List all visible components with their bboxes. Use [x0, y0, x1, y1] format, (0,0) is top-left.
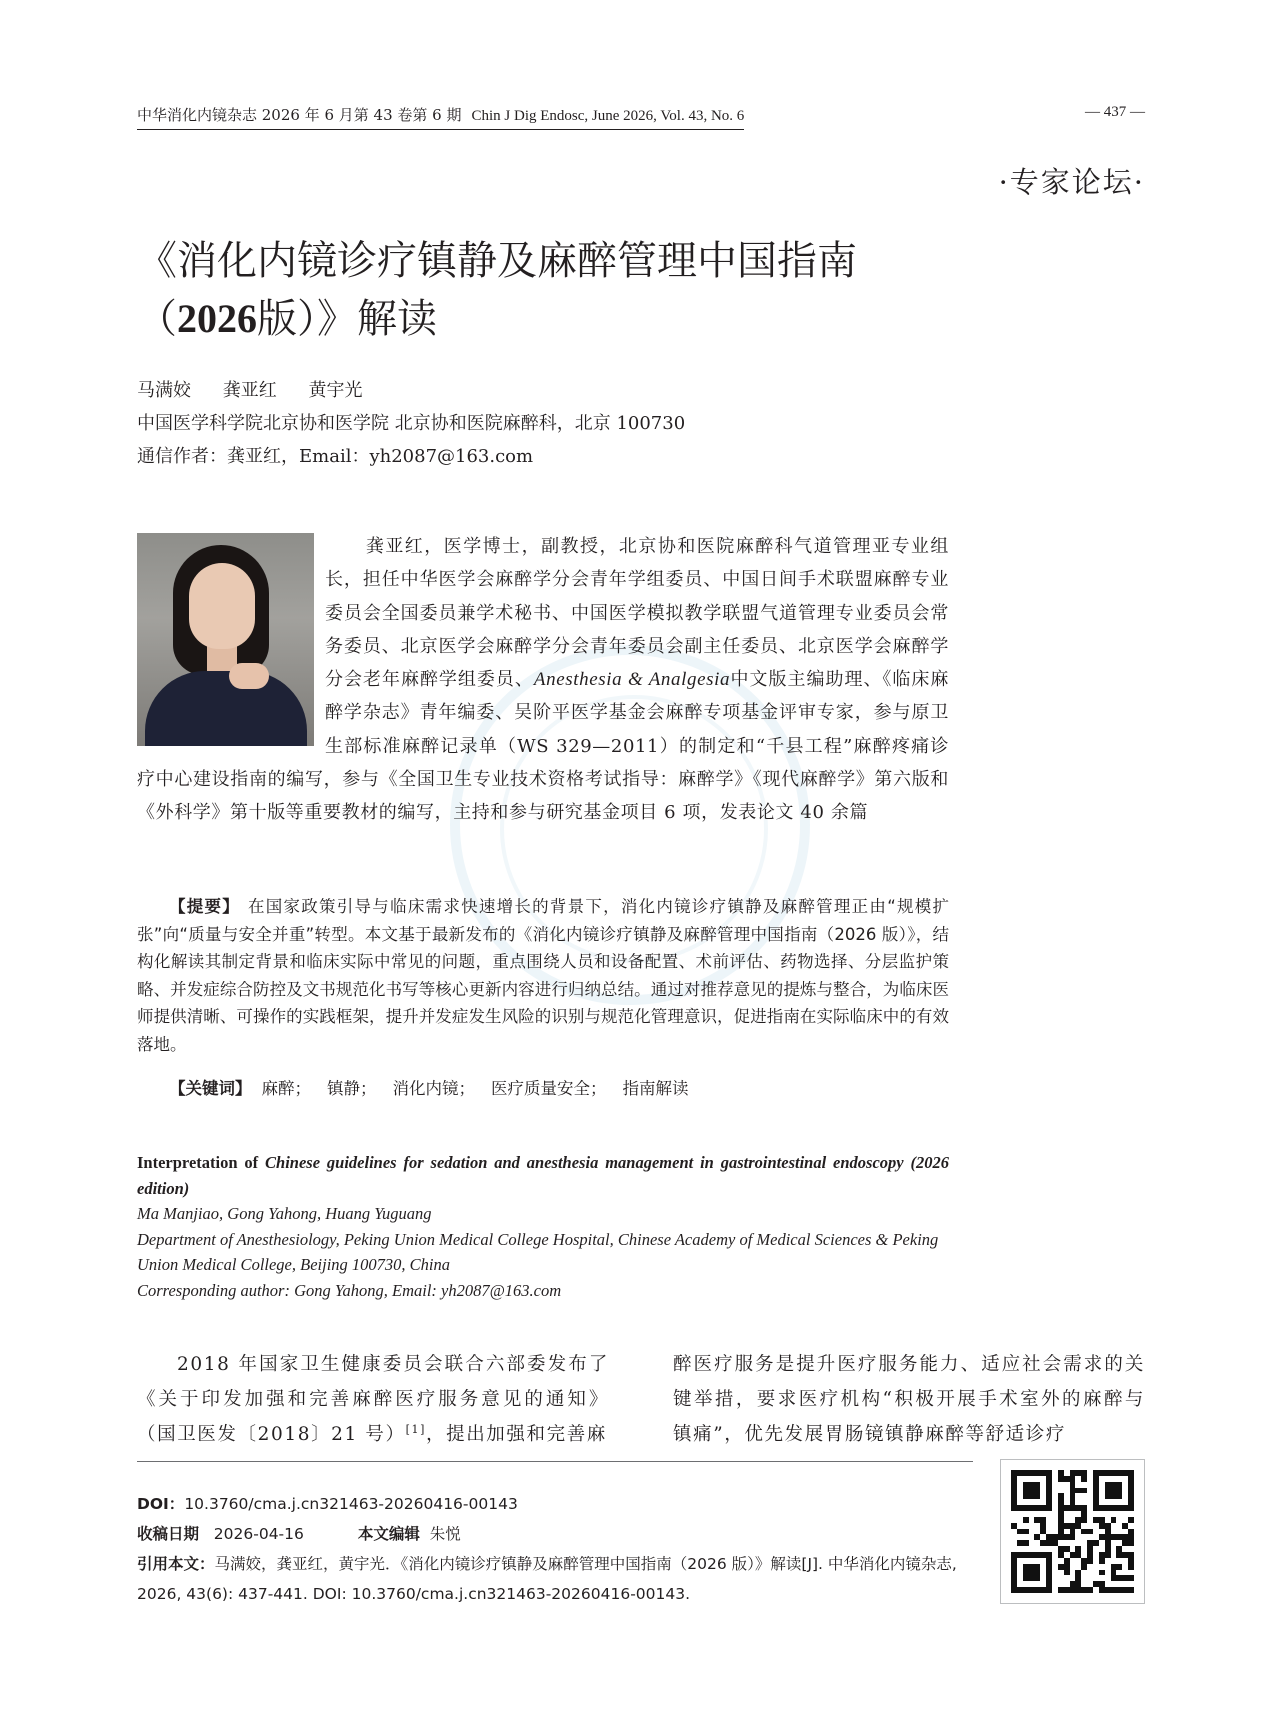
- corresponding-author: 通信作者：龚亚红，Email：yh2087@163.com: [137, 446, 534, 467]
- keyword: 医疗质量安全；: [491, 1079, 607, 1098]
- keyword: 指南解读: [622, 1079, 689, 1098]
- author-name: 马满姣: [137, 380, 191, 401]
- keyword: 麻醉；: [261, 1079, 311, 1098]
- section-label: ·专家论坛·: [998, 165, 1145, 199]
- page-number: — 437 —: [1085, 104, 1145, 120]
- body-column-left: 2018 年国家卫生健康委员会联合六部委发布了《关于印发加强和完善麻醉医疗服务意见的通知》（国卫医发〔2018〕21 号）[1]，提出加强和完善麻: [137, 1354, 609, 1445]
- english-correspondence: Corresponding author: Gong Yahong, Email: yh2087@163.com: [137, 1280, 562, 1300]
- citation: 引用本文：马满姣，龚亚红，黄宇光．《消化内镜诊疗镇静及麻醉管理中国指南（2026 版）》解读[J]. 中华消化内镜杂志, 2026, 43(6): 437-441. DOI: 10.3760/cma.j.cn321463-20260416-00143.: [137, 1555, 957, 1603]
- qr-code-pattern: [1011, 1470, 1134, 1593]
- reference-marker[interactable]: [1]: [405, 1422, 426, 1436]
- received-line: 收稿日期 2026-04-16 本文编辑 朱悦: [137, 1525, 461, 1543]
- body-column-right: 醉医疗服务是提升医疗服务能力、适应社会需求的关键举措，要求医疗机构“积极开展手术室外的麻醉与镇痛”，优先发展胃肠镜镇静麻醉等舒适诊疗: [673, 1354, 1145, 1445]
- journal-name-cn: 中华消化内镜杂志 2026 年 6 月第 43 卷第 6 期: [137, 106, 462, 124]
- title-line-1: 《消化内镜诊疗镇静及麻醉管理中国指南: [137, 238, 857, 284]
- bio-text-1: 龚亚红，医学博士，副教授，北京协和医院麻醉科气道管理亚专业组长，担任中华医学会麻醉学分会青年学组委员、中国日间手术联盟麻醉专业委员会全国委员兼学术秘书、中国医学模拟教学联盟气道管理专业委员会常务委员、北京医学会麻醉学分会青年委员会副主任委员、北京医学会麻醉学分会老年麻醉学组委员、: [325, 536, 949, 691]
- doi-link[interactable]: 10.3760/cma.j.cn321463-20260416-00143: [184, 1495, 518, 1513]
- english-authors: Ma Manjiao, Gong Yahong, Huang Yuguang: [137, 1204, 432, 1224]
- bio-journal-name: Anesthesia & Analgesia: [533, 669, 731, 691]
- abstract: [137, 893, 949, 1059]
- keywords-label: 【关键词】: [169, 1079, 252, 1098]
- journal-citation-header: [137, 104, 744, 130]
- abstract-text: 在国家政策引导与临床需求快速增长的背景下，消化内镜诊疗镇静及麻醉管理正由“规模扩张”向“质量与安全并重”转型。本文基于最新发布的《消化内镜诊疗镇静及麻醉管理中国指南（2026 版）》，结构化解读其制定背景和临床实际中常见的问题，重点围绕人员和设备配置、术前评估、药物选择、分层监护策略、并发症综合防控及文书规范化书写等核心更新内容进行归纳总结。通过对推荐意见的提炼与整合，为临床医师提供清晰、可操作的实践框架，提升并发症发生风险的识别与规范化管理意识，促进指南在实际临床中的有效落地。: [137, 897, 949, 1054]
- journal-name-en: Chin J Dig Endosc, June 2026, Vol. 43, No. 6: [471, 108, 745, 124]
- english-title: Interpretation of Chinese guidelines for sedation and anesthesia management in gastrointestinal endoscopy (2026 edition): [137, 1153, 949, 1198]
- affiliation: 中国医学科学院北京协和医学院 北京协和医院麻醉科，北京 100730: [137, 413, 686, 434]
- qr-code[interactable]: [1000, 1459, 1145, 1604]
- title-line-2: （2026版）》解读: [137, 296, 437, 342]
- english-affiliation: Department of Anesthesiology, Peking Union Medical College Hospital, Chinese Academy of Medical Sciences & Peking Union Medical College, Beijing 100730, China: [137, 1229, 939, 1275]
- author-list: [137, 376, 388, 402]
- running-header: [137, 104, 1145, 130]
- keyword: 镇静；: [327, 1079, 377, 1098]
- abstract-label: 【提要】: [169, 897, 241, 916]
- author-biography: [137, 530, 949, 830]
- bio-text-2: 中文版主编助理、《临床麻醉学杂志》青年编委、吴阶平医学基金会麻醉专项基金评审专家，参与原卫生部标准麻醉记录单（WS 329—2011）的制定和“千县工程”麻醉疼痛诊疗中心建设指南的编写，参与《全国卫生专业技术资格考试指导：麻醉学》《现代麻醉学》第六版和《外科学》第十版等重要教材的编写，主持和参与研究基金项目 6 项，发表论文 40 余篇: [137, 669, 949, 824]
- author-name: 龚亚红: [222, 380, 277, 401]
- article-footer: [137, 1489, 973, 1609]
- english-abstract-header: [137, 1150, 949, 1304]
- doi-line: DOI：10.3760/cma.j.cn321463-20260416-00143: [137, 1495, 518, 1513]
- keywords: [137, 1075, 949, 1102]
- article-title: [137, 232, 957, 348]
- author-name: 黄宇光: [308, 380, 363, 401]
- keyword: 消化内镜；: [392, 1079, 475, 1098]
- footer-divider: [137, 1461, 973, 1462]
